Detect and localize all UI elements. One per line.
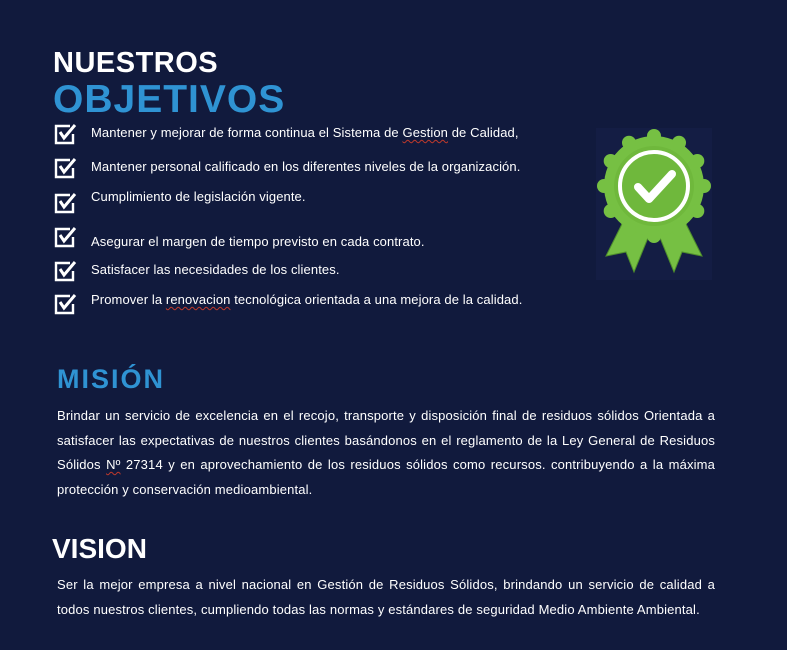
objetivos-title-line2: OBJETIVOS [53,78,286,121]
vision-text: Ser la mejor empresa a nivel nacional en Gestión de Residuos Sólidos, brindando un servicio de calidad a todos nuestros clientes, cumpliendo todas las normas y estándares de seguridad Medio Ambiente Ambiental. [57,577,715,617]
checkbox-checked-icon [53,122,77,146]
spellcheck-flag: Nº [106,457,121,472]
mision-text: Brindar un servicio de excelencia en el recojo, transporte y disposición final de residuos sólidos Orientada a satisfacer las expectativas de nuestros clientes basándonos en el reglamento de la Ley General de Residuos Sólidos Nº 27314 y en aprovechamiento de los residuos sólidos como recursos. contribuyendo a la máxima protección y conservación medioambiental. [57,408,715,497]
award-ribbon-check-icon [596,128,712,280]
checkbox-checked-icon [53,225,77,249]
vision-title: VISION [52,533,147,564]
checkbox-checked-icon [53,156,77,180]
mision-title: MISIÓN [57,364,166,394]
checkbox-checked-icon [53,292,77,316]
objetivo-item [53,122,573,146]
objetivo-item [53,156,573,180]
checkbox-checked-icon [53,191,77,215]
objetivo-item [53,259,573,283]
objetivo-item [53,292,573,316]
spellcheck-flag: Gestion [402,125,448,140]
objetivo-text: Mantener y mejorar de forma continua el Sistema de Gestion de Calidad, [91,125,519,140]
objetivo-text: Mantener personal calificado en los diferentes niveles de la organización. [91,159,521,174]
objetivos-title-line1: NUESTROS [53,47,219,79]
checkbox-checked-icon [53,259,77,283]
spellcheck-flag: renovacion [165,292,231,307]
objetivo-item [53,191,573,215]
objetivo-item [53,225,573,249]
objetivo-text: Satisfacer las necesidades de los clientes. [91,262,340,277]
objetivo-text: Promover la renovacion tecnológica orientada a una mejora de la calidad. [91,292,523,307]
objetivo-text: Cumplimiento de legislación vigente. [91,189,306,204]
objetivo-text: Asegurar el margen de tiempo previsto en cada contrato. [91,234,425,249]
